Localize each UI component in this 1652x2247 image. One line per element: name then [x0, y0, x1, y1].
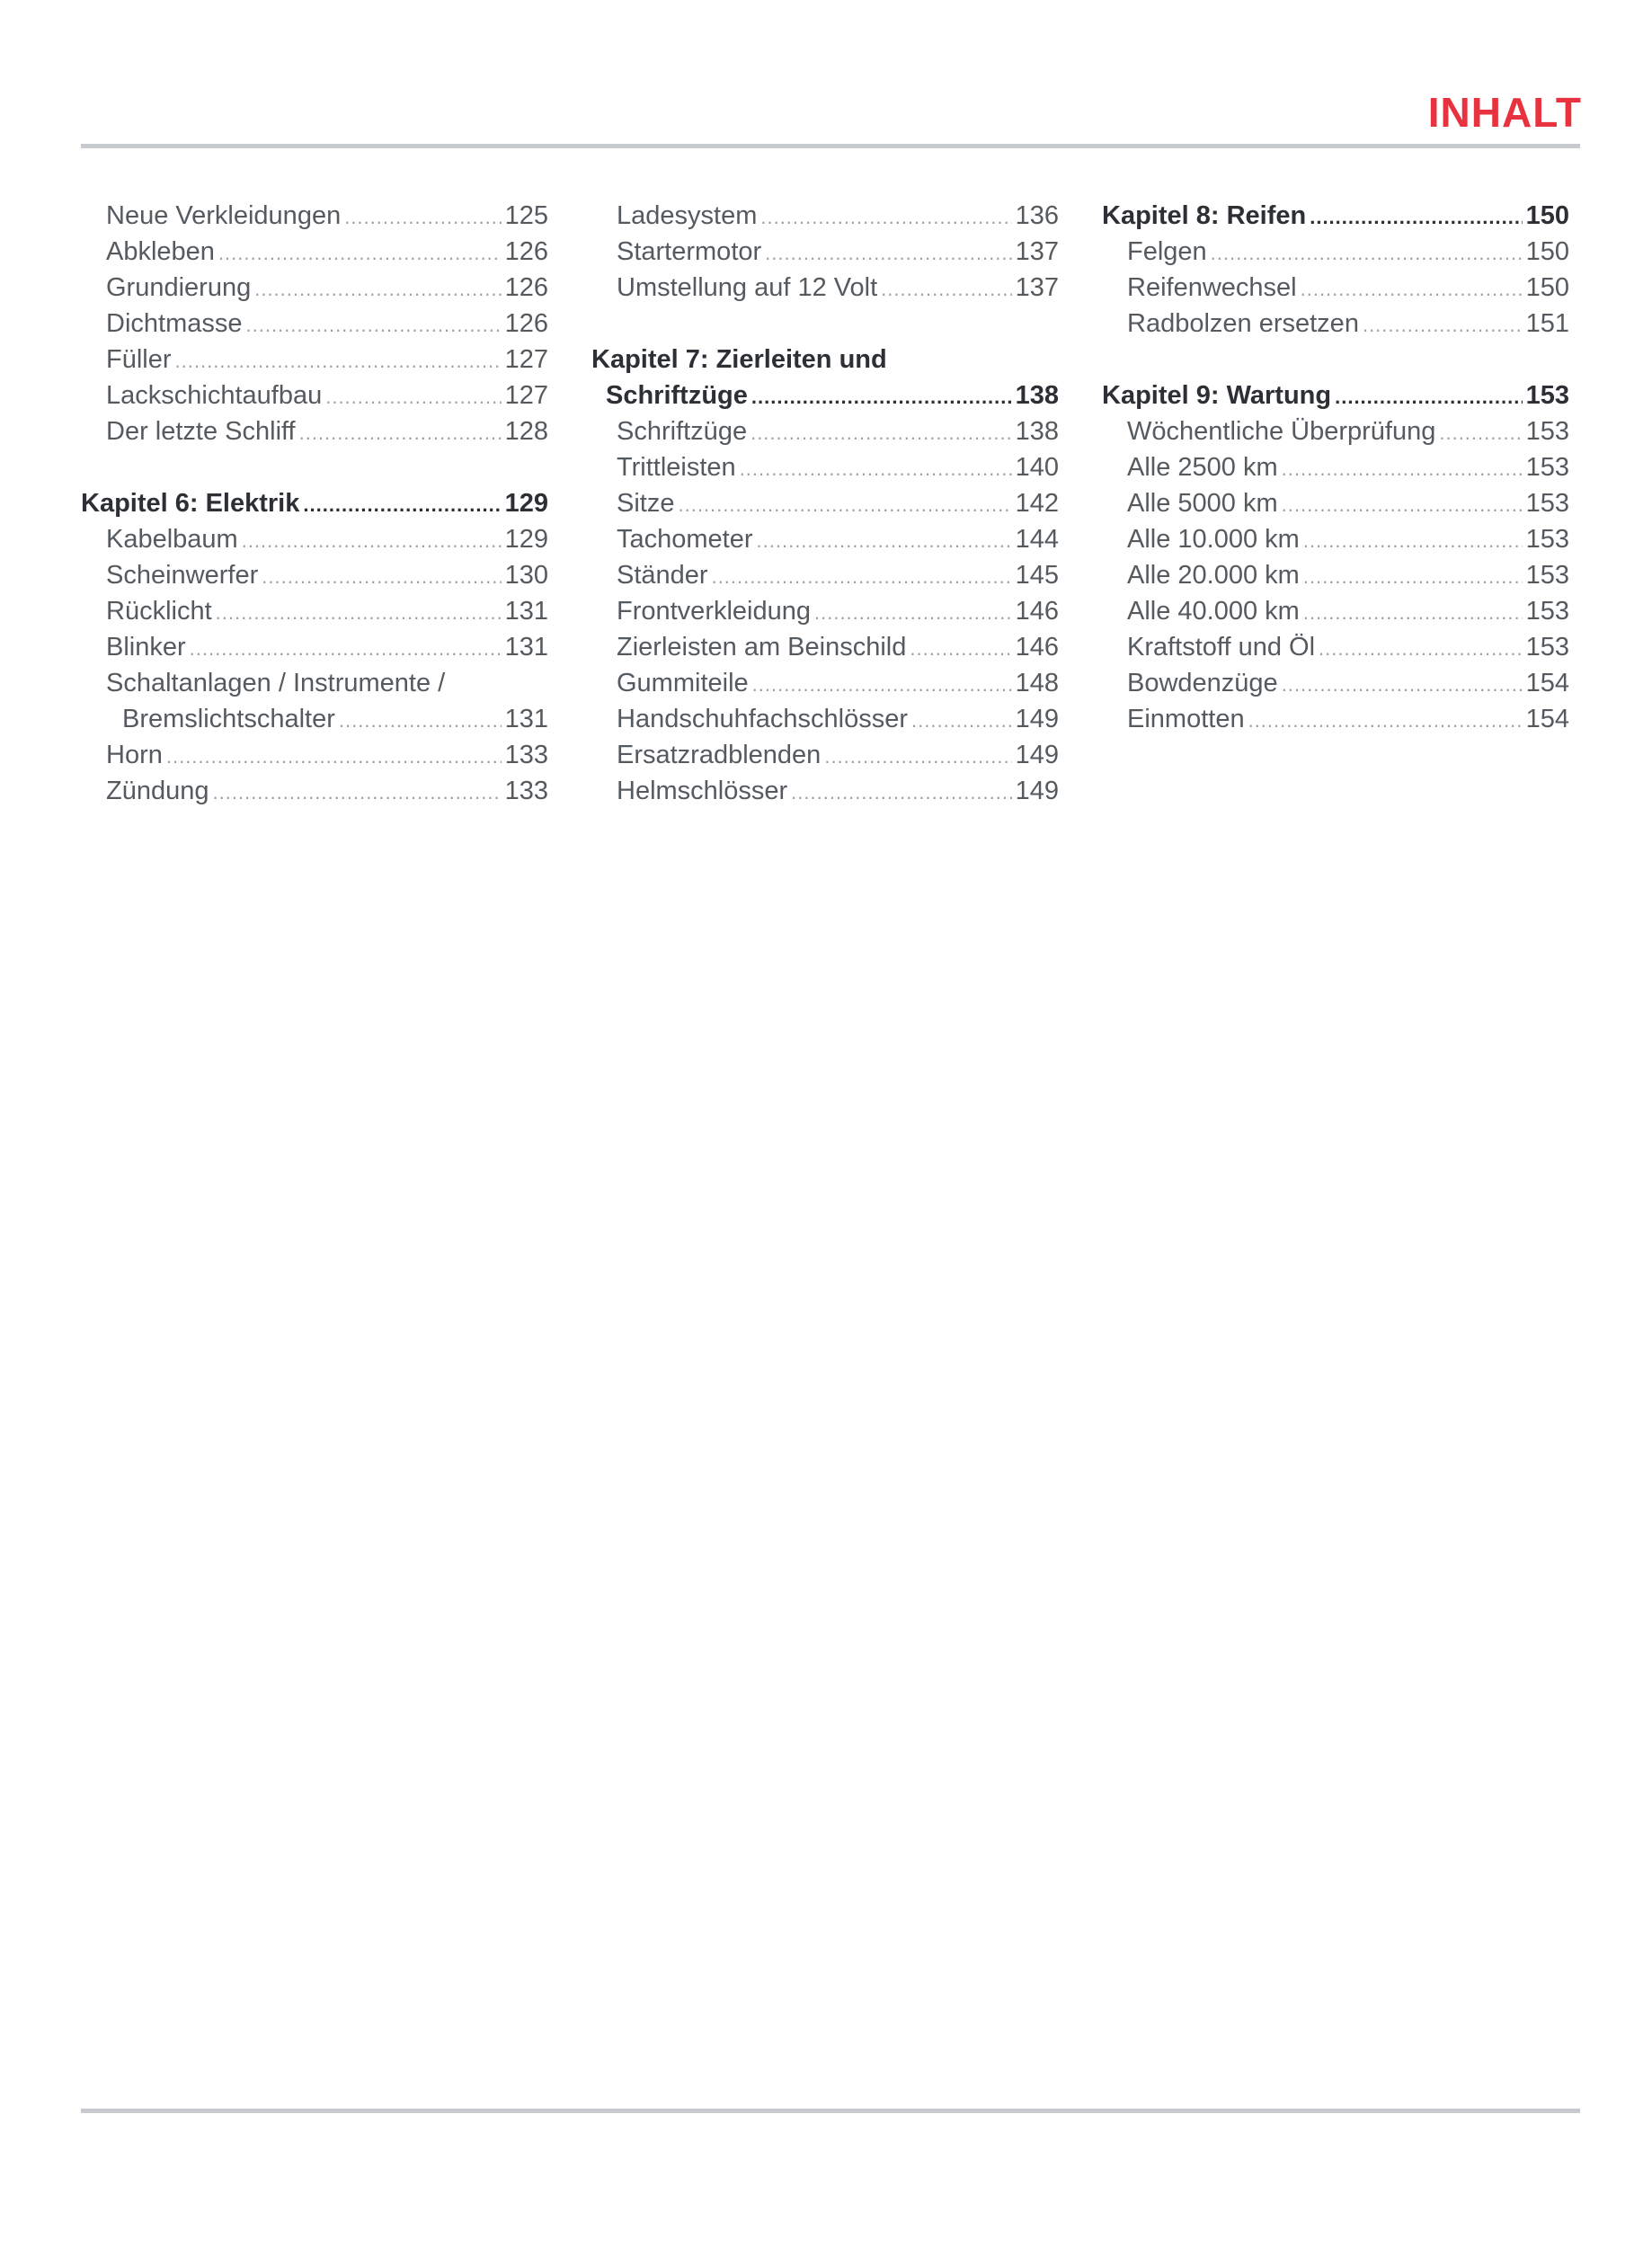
- toc-entry[interactable]: Kraftstoff und Öl ..... 153: [1102, 629, 1569, 665]
- toc-entry[interactable]: Dichtmasse ..... 126: [81, 306, 548, 342]
- page-number: 129: [504, 489, 548, 518]
- page-number: 145: [1015, 561, 1059, 590]
- toc-entry[interactable]: Der letzte Schliff ..... 128: [81, 413, 548, 449]
- page-number: 131: [504, 705, 548, 733]
- page-number: 149: [1015, 741, 1059, 769]
- page-number: 137: [1015, 273, 1059, 302]
- toc-chapter-7-line1[interactable]: Kapitel 7: Zierleiten und: [591, 345, 887, 374]
- toc-entry[interactable]: Abkleben ..... 126: [81, 234, 548, 270]
- page-number: 153: [1525, 561, 1569, 590]
- toc-entry[interactable]: Reifenwechsel ..... 150: [1102, 270, 1569, 306]
- page-number: 131: [504, 597, 548, 626]
- toc-chapter-7[interactable]: Schriftzüge ..... 138: [591, 377, 1059, 413]
- page-number: 126: [504, 273, 548, 302]
- toc-entry[interactable]: Alle 20.000 km ..... 153: [1102, 557, 1569, 593]
- toc-entry[interactable]: Wöchentliche Überprüfung ..... 153: [1102, 413, 1569, 449]
- toc-entry[interactable]: Helmschlösser ..... 149: [591, 773, 1059, 809]
- toc-column-3: [1102, 198, 1569, 737]
- page-number: 125: [504, 201, 548, 230]
- page-number: 150: [1525, 201, 1569, 230]
- toc-entry[interactable]: Gummiteile ..... 148: [591, 665, 1059, 701]
- toc-entry[interactable]: Kabelbaum ..... 129: [81, 521, 548, 557]
- toc-entry[interactable]: Frontverkleidung ..... 146: [591, 593, 1059, 629]
- toc-entry[interactable]: Bowdenzüge ..... 154: [1102, 665, 1569, 701]
- page-number: 150: [1525, 273, 1569, 302]
- page-number: 138: [1015, 381, 1059, 410]
- page-title: INHALT: [1427, 89, 1582, 136]
- toc-entry[interactable]: Sitze ..... 142: [591, 485, 1059, 521]
- page-number: 153: [1525, 489, 1569, 518]
- toc-entry[interactable]: Grundierung ..... 126: [81, 270, 548, 306]
- page-number: 148: [1015, 669, 1059, 697]
- page-number: 137: [1015, 237, 1059, 266]
- toc-entry[interactable]: Alle 5000 km ..... 153: [1102, 485, 1569, 521]
- page-number: 138: [1015, 417, 1059, 446]
- toc-entry[interactable]: Ersatzradblenden ..... 149: [591, 737, 1059, 773]
- toc-entry[interactable]: Felgen ..... 150: [1102, 234, 1569, 270]
- toc-chapter-9[interactable]: Kapitel 9: Wartung ..... 153: [1102, 377, 1569, 413]
- page-number: 126: [504, 309, 548, 338]
- toc-entry[interactable]: Scheinwerfer ..... 130: [81, 557, 548, 593]
- page-number: 140: [1015, 453, 1059, 482]
- toc-entry[interactable]: Tachometer ..... 144: [591, 521, 1059, 557]
- page-number: 142: [1015, 489, 1059, 518]
- page-number: 129: [504, 525, 548, 554]
- toc-entry[interactable]: Handschuhfachschlösser ..... 149: [591, 701, 1059, 737]
- toc-entry[interactable]: Rücklicht ..... 131: [81, 593, 548, 629]
- page-number: 130: [504, 561, 548, 590]
- page-number: 153: [1525, 453, 1569, 482]
- top-divider: [81, 144, 1580, 148]
- toc-entry[interactable]: Horn ..... 133: [81, 737, 548, 773]
- page-number: 153: [1525, 525, 1569, 554]
- page-number: 153: [1525, 597, 1569, 626]
- toc-entry[interactable]: Alle 2500 km ..... 153: [1102, 449, 1569, 485]
- page-number: 149: [1015, 777, 1059, 805]
- toc-chapter-6[interactable]: Kapitel 6: Elektrik ..... 129: [81, 485, 548, 521]
- page-number: 127: [504, 381, 548, 410]
- toc-column-1: [81, 198, 548, 809]
- toc-entry[interactable]: Startermotor ..... 137: [591, 234, 1059, 270]
- toc-entry[interactable]: Lackschichtaufbau ..... 127: [81, 377, 548, 413]
- toc-entry[interactable]: Ständer ..... 145: [591, 557, 1059, 593]
- toc-entry[interactable]: Trittleisten ..... 140: [591, 449, 1059, 485]
- page-number: 154: [1525, 669, 1569, 697]
- page-number: 153: [1525, 633, 1569, 662]
- toc-entry[interactable]: Ladesystem ..... 136: [591, 198, 1059, 234]
- page-number: 146: [1015, 597, 1059, 626]
- bottom-divider: [81, 2109, 1580, 2113]
- toc-entry[interactable]: Bremslichtschalter ..... 131: [81, 701, 548, 737]
- toc-entry[interactable]: Umstellung auf 12 Volt ..... 137: [591, 270, 1059, 306]
- toc-entry[interactable]: Neue Verkleidungen ..... 125: [81, 198, 548, 234]
- page-number: 151: [1525, 309, 1569, 338]
- page-number: 126: [504, 237, 548, 266]
- toc-entry[interactable]: Füller ..... 127: [81, 342, 548, 377]
- toc-entry[interactable]: Blinker ..... 131: [81, 629, 548, 665]
- toc-entry[interactable]: Alle 10.000 km ..... 153: [1102, 521, 1569, 557]
- toc-entry[interactable]: Radbolzen ersetzen ..... 151: [1102, 306, 1569, 342]
- page-number: 150: [1525, 237, 1569, 266]
- toc-entry[interactable]: Zündung ..... 133: [81, 773, 548, 809]
- page-number: 144: [1015, 525, 1059, 554]
- page-number: 131: [504, 633, 548, 662]
- page-number: 128: [504, 417, 548, 446]
- page-number: 153: [1525, 381, 1569, 410]
- page-number: 146: [1015, 633, 1059, 662]
- page-number: 133: [504, 777, 548, 805]
- page-number: 127: [504, 345, 548, 374]
- page-number: 149: [1015, 705, 1059, 733]
- toc-entry-line1[interactable]: Schaltanlagen / Instrumente /: [106, 669, 446, 697]
- page-number: 154: [1525, 705, 1569, 733]
- page-number: 153: [1525, 417, 1569, 446]
- toc-entry[interactable]: Zierleisten am Beinschild ..... 146: [591, 629, 1059, 665]
- toc-entry[interactable]: Einmotten ..... 154: [1102, 701, 1569, 737]
- toc-entry[interactable]: Alle 40.000 km ..... 153: [1102, 593, 1569, 629]
- page-number: 136: [1015, 201, 1059, 230]
- toc-entry[interactable]: Schriftzüge ..... 138: [591, 413, 1059, 449]
- toc-chapter-8[interactable]: Kapitel 8: Reifen ..... 150: [1102, 198, 1569, 234]
- page-number: 133: [504, 741, 548, 769]
- toc-column-2: [591, 198, 1059, 809]
